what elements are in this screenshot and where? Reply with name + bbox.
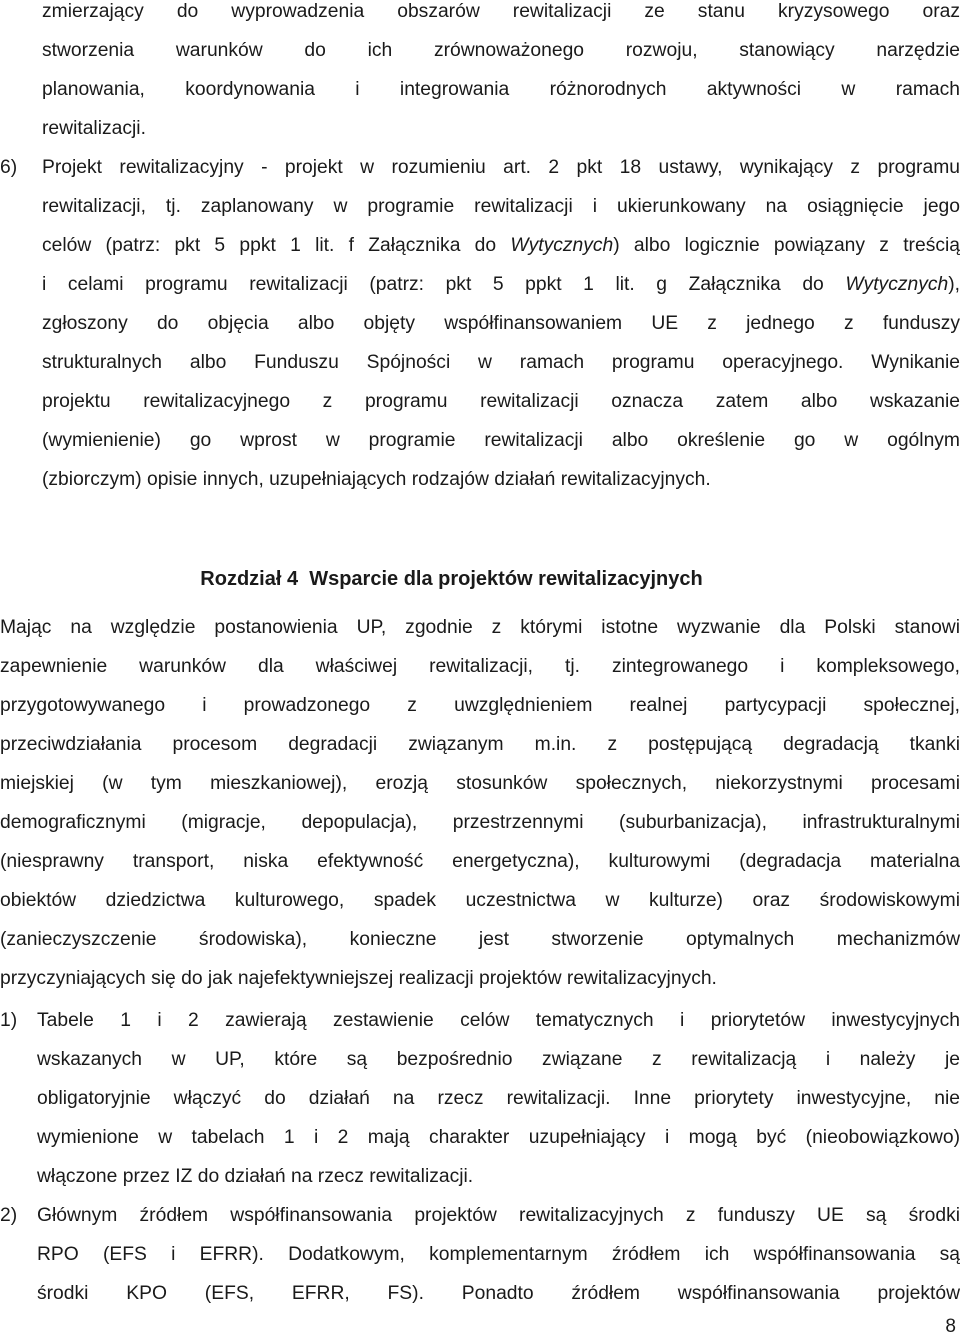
text-line: (wymienienie) go wprost w programie rewitalizacji albo określenie go w ogólnym xyxy=(42,430,960,451)
chapter-heading xyxy=(0,560,903,599)
text-line: wskazanych w UP, które są bezpośrednio związane z rewitalizacją i należy je xyxy=(37,1049,960,1070)
text-line: Tabele 1 i 2 zawierają zestawienie celów tematycznych i priorytetów inwestycyjnych xyxy=(37,1010,960,1031)
text-line: projektu rewitalizacyjnego z programu rewitalizacji oznacza zatem albo wskazanie xyxy=(42,391,960,412)
text-line: demograficznymi (migracje, depopulacja), przestrzennymi (suburbanizacja), infrastrukturalnymi xyxy=(0,812,960,833)
text-line: obligatoryjnie włączyć do działań na rzecz rewitalizacji. Inne priorytety inwestycyjne, nie xyxy=(37,1088,960,1109)
text-line: strukturalnych albo Funduszu Spójności w ramach programu operacyjnego. Wynikanie xyxy=(42,352,960,373)
page-number: 8 xyxy=(945,1316,956,1337)
text-segment: celów (patrz: pkt 5 ppkt 1 lit. f Załącznika do xyxy=(42,235,511,256)
text-line: RPO (EFS i EFRR). Dodatkowym, komplementarnym źródłem ich współfinansowania są xyxy=(37,1244,960,1265)
top-paragraph xyxy=(42,0,960,148)
text-line: zgłoszony do objęcia albo objęty współfinansowaniem UE z jednego z funduszy xyxy=(42,313,960,334)
text-line: (zbiorczym) opisie innych, uzupełniających rodzajów działań rewitalizacyjnych. xyxy=(42,469,711,490)
text-line: miejskiej (w tym mieszkaniowej), erozją stosunków społecznych, niekorzystnymi procesami xyxy=(0,773,960,794)
text-line: zmierzający do wyprowadzenia obszarów rewitalizacji ze stanu kryzysowego oraz xyxy=(42,1,960,22)
text-segment: ), xyxy=(948,274,960,295)
body-paragraph xyxy=(0,608,960,998)
chapter-number: Rozdział 4 xyxy=(200,568,299,590)
text-segment: ) albo logicznie powiązany z treścią xyxy=(613,235,960,256)
text-line: obiektów dziedzictwa kulturowego, spadek uczestnictwa w kulturze) oraz środowiskowymi xyxy=(0,890,960,911)
text-line: Głównym źródłem współfinansowania projektów rewitalizacyjnych z funduszy UE są środki xyxy=(37,1205,960,1226)
list-item-number: 6) xyxy=(0,157,18,178)
text-line: wymienione w tabelach 1 i 2 mają charakter uzupełniający i mogą być (nieobowiązkowo) xyxy=(37,1127,960,1148)
text-line xyxy=(42,226,960,265)
text-line: przygotowywanego i prowadzonego z uwzględnieniem realnej partycypacji społecznej, xyxy=(0,695,960,716)
text-line: (niesprawny transport, niska efektywność energetyczna), kulturowymi (degradacja materialna xyxy=(0,851,960,872)
text-line: przeciwdziałania procesom degradacji związanym m.in. z postępującą degradacją tkanki xyxy=(0,734,960,755)
text-line: Projekt rewitalizacyjny - projekt w rozumieniu art. 2 pkt 18 ustawy, wynikający z programu xyxy=(42,157,960,178)
list-item-number: 1) xyxy=(0,1010,18,1031)
text-line: rewitalizacji. xyxy=(42,118,146,139)
list-item-6 xyxy=(0,148,960,499)
text-line: przyczyniających się do jak najefektywniejszej realizacji projektów rewitalizacyjnych. xyxy=(0,968,717,989)
text-line: Mając na względzie postanowienia UP, zgodnie z którymi istotne wyzwanie dla Polski stanowi xyxy=(0,617,960,638)
text-segment: i celami programu rewitalizacji (patrz: pkt 5 ppkt 1 lit. g Załącznika do xyxy=(42,274,846,295)
text-line: środki KPO (EFS, EFRR, FS). Ponadto źródłem współfinansowania projektów xyxy=(37,1283,960,1304)
text-line xyxy=(42,265,960,304)
text-line: rewitalizacji, tj. zaplanowany w programie rewitalizacji i ukierunkowany na osiągnięcie jego xyxy=(42,196,960,217)
text-line: włączone przez IZ do działań na rzecz rewitalizacji. xyxy=(37,1166,474,1187)
italic-term: Wytycznych xyxy=(845,274,949,295)
text-line: zapewnienie warunków dla właściwej rewitalizacji, tj. zintegrowanego i kompleksowego, xyxy=(0,656,960,677)
text-line: stworzenia warunków do ich zrównoważonego rozwoju, stanowiący narzędzie xyxy=(42,40,960,61)
list-item-number: 2) xyxy=(0,1205,18,1226)
italic-term: Wytycznych xyxy=(510,235,614,256)
text-line: (zanieczyszczenie środowiska), konieczne jest stworzenie optymalnych mechanizmów xyxy=(0,929,960,950)
text-line: planowania, koordynowania i integrowania różnorodnych aktywności w ramach xyxy=(42,79,960,100)
chapter-title: Wsparcie dla projektów rewitalizacyjnych xyxy=(309,568,703,590)
